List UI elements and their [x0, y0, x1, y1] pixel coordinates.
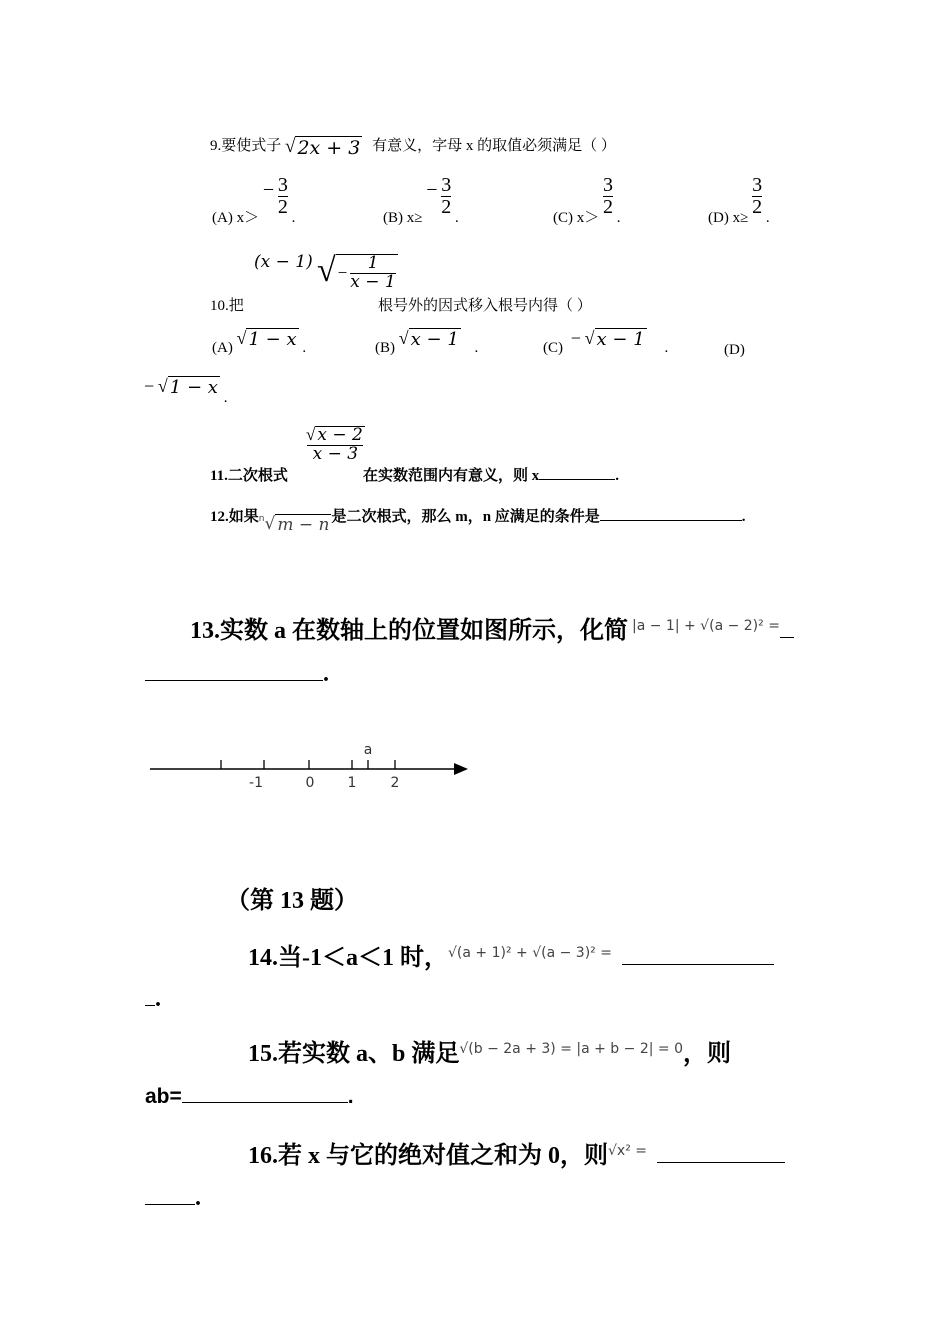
numerator: 3 [603, 174, 613, 196]
q13-caption: （第 13 题） [226, 888, 358, 914]
point-label-a: a [363, 742, 373, 758]
denominator: x − 3 [312, 443, 359, 464]
q10-a-radical: √ 1 − x [236, 328, 297, 350]
q9-d-fraction [752, 175, 762, 218]
q10-prefix: 10.把 [210, 298, 244, 314]
option-end: . [223, 390, 228, 406]
q16-expression: √x² = [608, 1143, 647, 1159]
q9-b-fraction [441, 175, 451, 218]
q14-expression: √(a + 1)² + √(a − 3)² = [448, 945, 612, 961]
option-end: . [302, 340, 307, 356]
q16-stem [248, 1135, 785, 1170]
q15-answer-blank[interactable] [182, 1084, 348, 1103]
q11-answer-blank[interactable] [539, 465, 615, 480]
q10-option-c[interactable] [543, 328, 668, 357]
q9-radicand: 2x + 3 [297, 137, 361, 159]
q11-prefix: 11.二次根式 [210, 468, 288, 484]
q9-suffix: 有意义，字母 x 的取值必须满足（ ） [372, 138, 616, 154]
q15-end: . [347, 1085, 354, 1108]
denominator: 2 [603, 196, 613, 218]
option-end: . [664, 340, 669, 356]
q13-end: . [323, 661, 329, 687]
option-sign: − [426, 178, 438, 201]
numerator: 3 [752, 174, 763, 196]
denominator: 2 [277, 196, 288, 218]
tick-label-0: 0 [305, 775, 315, 791]
q15-suffix: ，则 [682, 1041, 731, 1067]
number-line [146, 738, 476, 798]
option-label: (C) x＞ [553, 209, 600, 226]
q10-option-b[interactable] [375, 328, 478, 357]
q15-ab-label: ab= [145, 1085, 182, 1108]
option-label: (C) [543, 340, 563, 356]
q10-factor: (x − 1) [254, 252, 313, 272]
q13-expression: |a − 1| + √(a − 2)² = [632, 618, 780, 634]
axis-arrow [454, 763, 468, 775]
q15-expression: √(b − 2a + 3) = |a + b − 2| = 0 [459, 1041, 683, 1057]
denominator: x − 1 [350, 271, 396, 292]
q11-suffix: 在实数范围内有意义，则 x [363, 468, 540, 484]
q11-end: . [615, 468, 620, 484]
q15-line2 [145, 1084, 354, 1109]
q10-frac-sign: − [337, 263, 348, 283]
q12-stem [210, 505, 746, 535]
q13-line2 [145, 660, 329, 688]
q14-end: . [155, 986, 161, 1012]
option-label: (B) x≥ [383, 209, 423, 226]
q9-option-b[interactable] [383, 175, 459, 227]
q9-option-c[interactable] [553, 175, 621, 227]
option-label: (B) [375, 340, 395, 356]
q14-line2 [145, 985, 161, 1013]
q10-b-radical: √ x − 1 [398, 328, 459, 350]
option-sign: − [262, 178, 275, 201]
option-end: . [765, 209, 770, 226]
q13-blank-start[interactable] [780, 617, 794, 638]
option-sign: − [144, 376, 155, 396]
numerator: 1 [367, 253, 379, 273]
q12-radical: n √ m − n [258, 514, 330, 535]
q9-prefix: 9.要使式子 [210, 138, 282, 154]
q10-radical: √ − $\frac{1}{x - 1}$ [316, 252, 396, 292]
q9-radical: √ 2x + 3 [285, 136, 361, 159]
radicand: x − 1 [410, 329, 459, 350]
denominator: 2 [752, 196, 763, 218]
q12-index: n [258, 514, 265, 524]
option-sign: − [570, 328, 581, 348]
q16-end: . [195, 1185, 201, 1211]
q12-suffix: 是二次根式，那么 m，n 应满足的条件是 [331, 509, 600, 525]
tick-label-neg1: -1 [249, 775, 263, 791]
q16-blank-end[interactable] [145, 1184, 195, 1205]
numerator: 3 [441, 174, 452, 196]
q16-line2 [145, 1184, 201, 1212]
q10-suffix: 根号外的因式移入根号内得（ ） [378, 298, 592, 314]
q14-blank-end[interactable] [145, 985, 155, 1006]
option-end: . [616, 209, 621, 226]
q12-answer-blank[interactable] [600, 506, 742, 521]
q10-fraction [350, 255, 395, 292]
q10-option-d-expression[interactable] [144, 376, 227, 407]
q16-answer-blank[interactable] [657, 1138, 785, 1163]
option-end: . [455, 209, 459, 226]
q14-answer-blank[interactable] [622, 940, 774, 965]
option-label: (D) x≥ [708, 209, 749, 226]
q11-fraction [306, 426, 365, 464]
radicand: 1 − x [169, 377, 218, 398]
numerator: 3 [277, 174, 288, 196]
option-label: (A) x＞ [212, 209, 260, 226]
q14-stem [248, 937, 774, 972]
q13-stem [190, 610, 794, 645]
radicand: m − n [277, 515, 330, 535]
q15-stem [248, 1033, 731, 1068]
radicand: x − 1 [596, 329, 645, 350]
q9-a-fraction [278, 175, 288, 218]
option-end: . [474, 340, 479, 356]
q12-prefix: 12.如果 [210, 509, 259, 525]
tick-label-2: 2 [390, 775, 400, 791]
q13-answer-blank[interactable] [145, 660, 323, 681]
q9-stem [210, 134, 616, 159]
q16-text: 16.若 x 与它的绝对值之和为 0，则 [248, 1143, 608, 1169]
option-end: . [291, 209, 296, 226]
option-label: (A) [212, 340, 233, 356]
q12-end: . [741, 509, 746, 525]
q10-c-radical: √ x − 1 [584, 328, 645, 350]
q9-option-a[interactable] [212, 175, 295, 227]
denominator: 2 [441, 196, 452, 218]
q13-text: 13.实数 a 在数轴上的位置如图所示，化简 [190, 618, 628, 644]
q10-option-d-label[interactable]: (D) [724, 342, 745, 358]
q9-c-fraction [603, 175, 613, 218]
q10-option-a[interactable] [212, 328, 306, 357]
q11-tail [363, 464, 619, 485]
q9-option-d[interactable] [708, 175, 770, 227]
q11-numerator-radical: √ x − 2 [306, 425, 363, 445]
q10-expression [254, 252, 398, 292]
radicand: 1 − x [248, 329, 297, 350]
q15-text: 15.若实数 a、b 满足 [248, 1041, 460, 1067]
tick-label-1: 1 [347, 775, 357, 791]
q10-d-radical: √ 1 − x [157, 376, 218, 398]
q14-text: 14.当-1＜a＜1 时， [248, 945, 448, 971]
numerator: x − 2 [317, 425, 363, 445]
